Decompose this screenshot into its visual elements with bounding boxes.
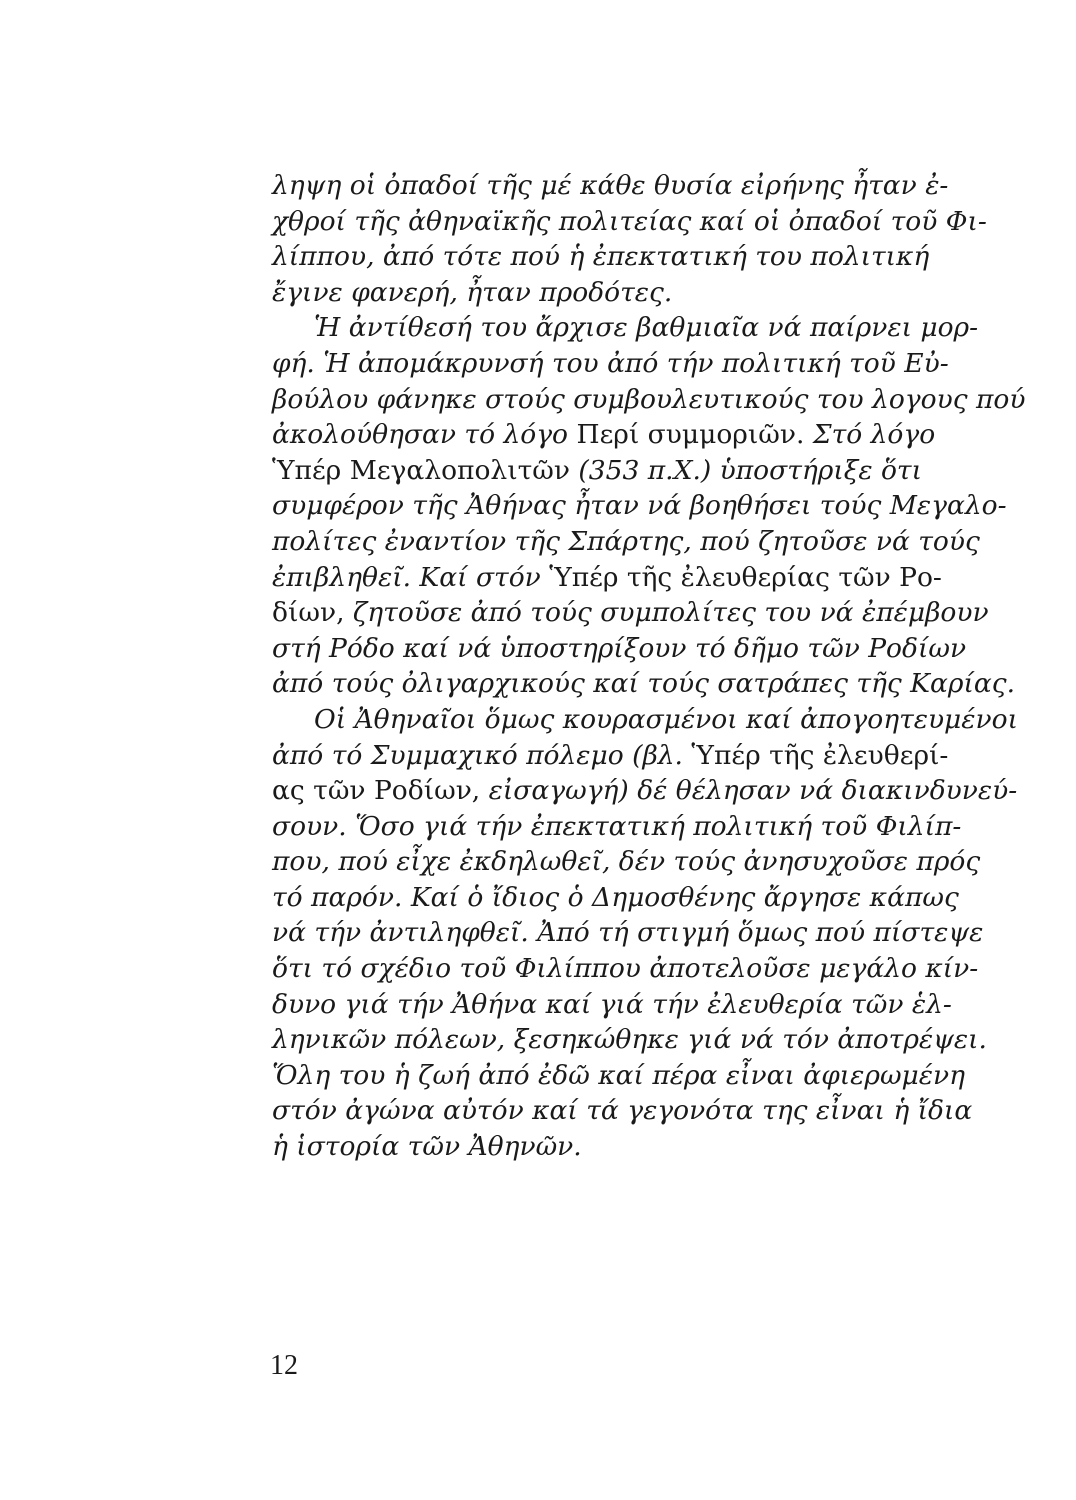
text-segment: δυνο γιά τήν Ἀθήνα καί γιά τήν ἐλευθερία τῶν ἑλ- — [272, 988, 952, 1020]
text-line — [272, 844, 981, 880]
text-segment: Ἡ ἀντίθεσή του ἄρχισε βαθμιαῖα νά παίρνει μορ- — [314, 312, 979, 344]
text-line — [272, 738, 949, 774]
page-number: 12 — [270, 1350, 298, 1381]
text-segment: Στό λόγο — [804, 419, 936, 451]
text-segment: τό παρόν. Καί ὁ ἴδιος ὁ Δημοσθένης ἄργησε κάπως — [272, 881, 959, 913]
text-line — [272, 1129, 817, 1165]
text-line — [272, 168, 949, 204]
text-segment: συμφέρον τῆς Ἀθήνας ἦταν νά βοηθήσει τούς Μεγαλο- — [272, 490, 1007, 522]
text-line — [272, 666, 1016, 702]
text-line — [272, 702, 1018, 738]
text-segment: ληνικῶν πόλεων, ξεσηκώθηκε γιά νά τόν ἀποτρέψει. — [272, 1024, 987, 1056]
text-segment: ἡ ἱστορία τῶν Ἀθηνῶν. — [272, 1131, 582, 1163]
text-segment: χθροί τῆς ἀθηναϊκῆς πολιτείας καί οἱ ὀπαδοί τοῦ Φι- — [272, 205, 987, 237]
text-segment: εἰσαγωγή) δέ θέλησαν νά διακινδυνεύ- — [480, 775, 1018, 807]
text-segment: Οἱ Ἀθηναῖοι ὅμως κουρασμένοι καί ἀπογοητευμένοι — [314, 703, 1018, 735]
text-line — [272, 1058, 965, 1094]
text-line — [272, 453, 922, 489]
text-segment: ὅτι τό σχέδιο τοῦ Φιλίππου ἀποτελοῦσε μεγάλο κίν- — [272, 953, 979, 985]
text-segment: ἀπό τό Συμμαχικό πόλεμο (βλ. — [272, 739, 692, 771]
text-segment-work-title: Ὑπέρ τῆς ἐλευθερίας τῶν Ρο- — [549, 561, 942, 593]
text-line — [272, 524, 980, 560]
text-segment: στή Ρόδο καί νά ὑποστηρίξουν τό δῆμο τῶν Ροδίων — [272, 632, 967, 664]
text-line — [272, 773, 1018, 809]
text-line — [272, 951, 979, 987]
text-segment-work-title: Περί συμμοριῶν. — [576, 419, 805, 451]
text-segment: φή. Ἡ ἀπομάκρυνσή του ἀπό τήν πολιτική τοῦ Εὐ- — [272, 347, 949, 379]
text-segment: ἀκολούθησαν τό λόγο — [272, 419, 577, 451]
text-line — [272, 417, 936, 453]
text-segment: ἀπό τούς ὀλιγαρχικούς καί τούς σατράπες τῆς Καρίας. — [272, 668, 1016, 700]
text-segment: που, πού εἶχε ἐκδηλωθεῖ, δέν τούς ἀνησυχοῦσε πρός — [272, 846, 981, 878]
text-line — [272, 346, 949, 382]
text-line — [272, 488, 1007, 524]
text-segment-work-title: δίων, — [272, 597, 345, 629]
text-line — [272, 1022, 987, 1058]
text-segment: πολίτες ἐναντίον τῆς Σπάρτης, πού ζητοῦσε νά τούς — [272, 525, 980, 557]
text-segment-work-title: Ὑπέρ τῆς ἐλευθερί- — [691, 739, 949, 771]
text-line — [272, 631, 967, 667]
text-line — [272, 595, 989, 631]
text-segment: ζητοῦσε ἀπό τούς συμπολίτες του νά ἐπέμβουν — [344, 597, 989, 629]
text-segment: (353 π.Χ.) ὑποστήριξε ὅτι — [569, 454, 922, 486]
text-line — [272, 204, 987, 240]
text-segment: στόν ἀγώνα αὐτόν καί τά γεγονότα της εἶναι ἡ ἴδια — [272, 1095, 973, 1127]
text-segment: ληψη οἱ ὀπαδοί τῆς μέ κάθε θυσία εἰρήνης ἦταν ἐ- — [272, 170, 949, 201]
text-segment-work-title: ας τῶν Ροδίων, — [272, 775, 481, 807]
text-line — [272, 382, 1026, 418]
text-segment: νά τήν ἀντιληφθεῖ. Ἀπό τή στιγμή ὅμως πού πίστεψε — [272, 917, 984, 949]
body-text — [272, 168, 1026, 1165]
text-segment: ἐπιβληθεῖ. Καί στόν — [272, 561, 550, 593]
text-segment: σουν. Ὅσο γιά τήν ἐπεκτατική πολιτική τοῦ Φιλίπ- — [272, 810, 962, 842]
text-segment: ἔγινε φανερή, ἦταν προδότες. — [272, 276, 673, 308]
text-line — [272, 915, 984, 951]
text-line — [272, 1093, 973, 1129]
text-line — [272, 239, 930, 275]
text-segment: βούλου φάνηκε στούς συμβουλευτικούς του λογους πού — [272, 383, 1026, 415]
text-line — [272, 275, 817, 311]
text-segment: Ὅλη του ἡ ζωή ἀπό ἐδῶ καί πέρα εἶναι ἀφιερωμένη — [272, 1059, 965, 1091]
text-line — [272, 880, 959, 916]
text-segment-work-title: Ὑπέρ Μεγαλοπολιτῶν — [272, 454, 570, 486]
text-line — [272, 310, 979, 346]
text-line — [272, 987, 952, 1023]
text-line — [272, 560, 942, 596]
text-segment: λίππου, ἀπό τότε πού ἡ ἐπεκτατική του πολιτική — [272, 241, 930, 273]
text-line — [272, 809, 962, 845]
